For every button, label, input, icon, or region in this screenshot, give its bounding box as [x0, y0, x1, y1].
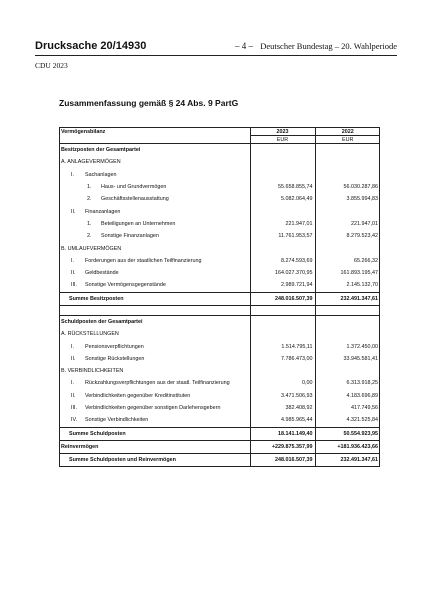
page-title: Zusammenfassung gemäß § 24 Abs. 9 PartG — [59, 98, 239, 108]
unit-2022: EUR — [315, 136, 380, 144]
value-2023: 164.027.370,95 — [250, 267, 315, 279]
value-2022: 6.313.918,25 — [315, 377, 380, 389]
group-heading: A. ANLAGEVERMÖGEN — [61, 159, 121, 166]
item-label: Geldbestände — [85, 270, 119, 277]
table-row — [59, 328, 380, 340]
value-2022: 4.183.696,89 — [315, 390, 380, 402]
total-row — [59, 454, 380, 467]
year-2022-header: 2022 — [315, 128, 380, 136]
item-label: Geschäftsstellenausstattung — [101, 196, 169, 203]
table-row — [59, 267, 380, 279]
item-label: Beteiligungen an Unternehmen — [101, 220, 176, 227]
spacer-row — [59, 305, 380, 315]
item-number: II. — [71, 208, 76, 215]
table-row — [59, 279, 380, 292]
value-2023: 8.274.593,69 — [250, 255, 315, 267]
balance-table — [59, 127, 380, 467]
item-label: Forderungen aus der staatlichen Teilfinanzierung — [85, 257, 202, 264]
total-2022: 232.491.347,61 — [315, 454, 380, 467]
item-number: 1. — [87, 184, 92, 191]
table-row — [59, 205, 380, 217]
unit-2023: EUR — [250, 136, 315, 144]
table-row — [59, 181, 380, 193]
section-heading: Besitzposten der Gesamtpartei — [59, 144, 250, 157]
item-number: II. — [71, 355, 76, 362]
value-2022: 417.749,56 — [315, 402, 380, 414]
value-2022: 1.372.450,00 — [315, 340, 380, 352]
table-row — [59, 255, 380, 267]
item-number: I. — [71, 171, 74, 178]
item-number: I. — [71, 380, 74, 387]
item-label: Sachanlagen — [85, 171, 117, 178]
group-heading: B. UMLAUFVERMÖGEN — [61, 245, 122, 252]
net-assets-row — [59, 440, 380, 453]
table-row — [59, 144, 380, 157]
table-header-row — [59, 128, 380, 136]
value-2022: 8.279.523,42 — [315, 230, 380, 242]
value-2023: 4.985.965,44 — [250, 414, 315, 427]
table-row — [59, 353, 380, 365]
value-2023: 11.761.953,57 — [250, 230, 315, 242]
item-number: III. — [71, 282, 77, 289]
column-label: Vermögensbilanz — [61, 128, 106, 135]
value-2022: 33.945.581,41 — [315, 353, 380, 365]
table-row — [59, 365, 380, 377]
group-heading: B. VERBINDLICHKEITEN — [61, 368, 124, 375]
section-heading: Schuldposten der Gesamtpartei — [59, 315, 250, 328]
item-number: II. — [71, 270, 76, 277]
sum-label: Summe Schuldposten — [59, 427, 250, 440]
item-number: II. — [71, 392, 76, 399]
sum-row — [59, 292, 380, 305]
item-label: Rückzahlungsverpflichtungen aus der staatl. Teilfinanzierung — [85, 380, 230, 387]
item-number: IV. — [71, 417, 78, 424]
value-2023: 7.786.473,00 — [250, 353, 315, 365]
table-row — [59, 402, 380, 414]
year-2023-header: 2023 — [250, 128, 315, 136]
item-label: Sonstige Vermögensgegenstände — [85, 282, 166, 289]
table-row — [59, 414, 380, 427]
sum-row — [59, 427, 380, 440]
value-2023: 2.989.721,94 — [250, 279, 315, 292]
item-label: Haus- und Grundvermögen — [101, 184, 167, 191]
sum-2023: 248.016.507,39 — [250, 292, 315, 305]
table-row — [59, 169, 380, 181]
value-2022: 56.030.287,86 — [315, 181, 380, 193]
table-row — [59, 390, 380, 402]
item-number: 2. — [87, 196, 92, 203]
table-row — [59, 193, 380, 205]
value-2023: 3.471.506,93 — [250, 390, 315, 402]
table-row — [59, 377, 380, 389]
value-2023: 1.514.795,11 — [250, 340, 315, 352]
sum-2023: 18.141.149,40 — [250, 427, 315, 440]
page-header — [35, 40, 397, 54]
sum-2022: 232.491.347,61 — [315, 292, 380, 305]
sum-2022: 50.554.923,95 — [315, 427, 380, 440]
page-number: – 4 – — [235, 41, 253, 51]
table-row — [59, 340, 380, 352]
net-assets-label: Reinvermögen — [59, 440, 250, 453]
item-label: Verbindlichkeiten gegenüber sonstigen Darlehensgebern — [85, 405, 221, 412]
item-number: I. — [71, 257, 74, 264]
value-2023: 221.947,01 — [250, 218, 315, 230]
value-2023: 55.658.855,74 — [250, 181, 315, 193]
total-label: Summe Schuldposten und Reinvermögen — [59, 454, 250, 467]
item-number: 1. — [87, 220, 92, 227]
value-2022: 3.855.994,83 — [315, 193, 380, 205]
party-label: CDU 2023 — [35, 61, 68, 70]
value-2023: 0,00 — [250, 377, 315, 389]
table-row — [59, 156, 380, 168]
sum-label: Summe Besitzposten — [59, 292, 250, 305]
item-label: Verbindlichkeiten gegenüber Kreditinstituten — [85, 392, 191, 399]
value-2023: 5.082.064,49 — [250, 193, 315, 205]
item-number: 2. — [87, 233, 92, 240]
item-label: Finanzanlagen — [85, 208, 121, 215]
table-row — [59, 218, 380, 230]
item-label: Sonstige Verbindlichkeiten — [85, 417, 149, 424]
value-2022: 2.145.132,70 — [315, 279, 380, 292]
item-number: I. — [71, 343, 74, 350]
table-row — [59, 315, 380, 328]
item-label: Sonstige Finanzanlagen — [101, 233, 159, 240]
publisher: Deutscher Bundestag – 20. Wahlperiode — [260, 41, 397, 51]
item-label: Sonstige Rückstellungen — [85, 355, 145, 362]
net-assets-2022: +181.936.423,66 — [315, 440, 380, 453]
total-2023: 248.016.507,39 — [250, 454, 315, 467]
value-2022: 65.266,32 — [315, 255, 380, 267]
item-number: III. — [71, 405, 77, 412]
header-rule — [35, 55, 397, 56]
group-heading: A. RÜCKSTELLUNGEN — [61, 331, 119, 338]
value-2023: 382.408,92 — [250, 402, 315, 414]
value-2022: 161.893.195,47 — [315, 267, 380, 279]
value-2022: 4.321.525,84 — [315, 414, 380, 427]
table-row — [59, 230, 380, 242]
table-row — [59, 242, 380, 254]
unit-row — [59, 136, 380, 144]
net-assets-2023: +229.875.357,99 — [250, 440, 315, 453]
document-number: Drucksache 20/14930 — [35, 40, 147, 52]
item-label: Pensionsverpflichtungen — [85, 343, 144, 350]
value-2022: 221.947,01 — [315, 218, 380, 230]
